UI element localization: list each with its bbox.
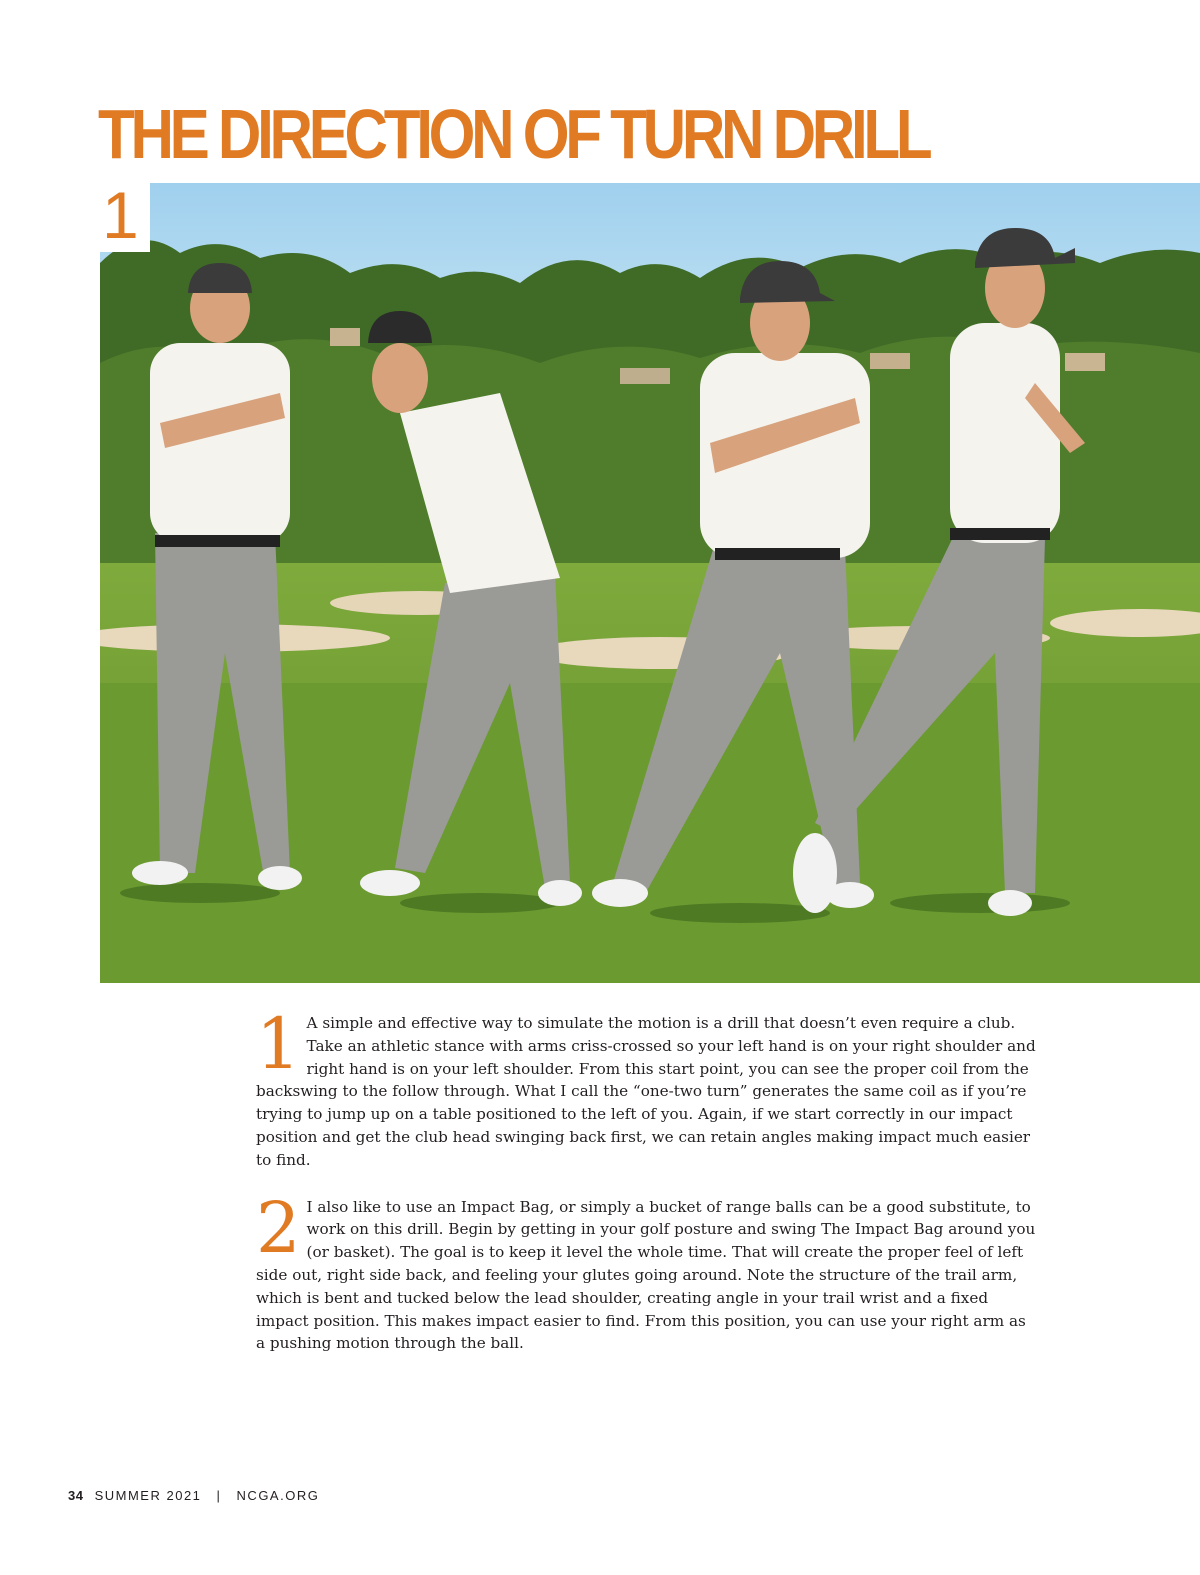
site-link[interactable]: NCGA.ORG: [236, 1488, 320, 1503]
dropcap-2: 2: [256, 1186, 301, 1269]
paragraph-2: [256, 1186, 1036, 1356]
paragraph-1-text: A simple and effective way to simulate the motion is a drill that doesn’t even require a club. Take an athletic stance with arms criss-crossed so your left hand is on your right shoulder and right hand is on your left shoulder. From this start point, you can see the proper coil from the backswing to the follow through. What I call the “one-two turn” generates the same coil as if you’re trying to jump up on a table positioned to the left of you. Again, if we start correctly in our impact position and get the club head swinging back first, we can retain angles making impact much easier to find.: [256, 1014, 1036, 1169]
page-footer: [68, 1488, 319, 1503]
photo-step-number: 1: [100, 178, 150, 252]
drill-sequence-photo: [100, 183, 1200, 983]
dropcap-1: 1: [256, 1003, 301, 1085]
article-headline: THE DIRECTION OF TURN DRILL: [98, 95, 929, 173]
paragraph-2-text: I also like to use an Impact Bag, or simply a bucket of range balls can be a good substitute, to work on this drill. Begin by getting in your golf posture and swing The Impact Bag around you (or basket). The goal is to keep it level the whole time. That will create the proper feel of left side out, right side back, and feeling your glutes going around. Note the structure of the trail arm, which is bent and tucked below the lead shoulder, creating angle in your trail wrist and a fixed impact position. This makes impact easier to find. From this position, you can use your right arm as a pushing motion through the ball.: [256, 1197, 1036, 1353]
article-body: [256, 1003, 1036, 1379]
page-number: 34: [68, 1488, 84, 1503]
issue-label: SUMMER 2021: [94, 1488, 202, 1503]
footer-separator: |: [216, 1488, 222, 1503]
paragraph-1: [256, 1003, 1036, 1172]
